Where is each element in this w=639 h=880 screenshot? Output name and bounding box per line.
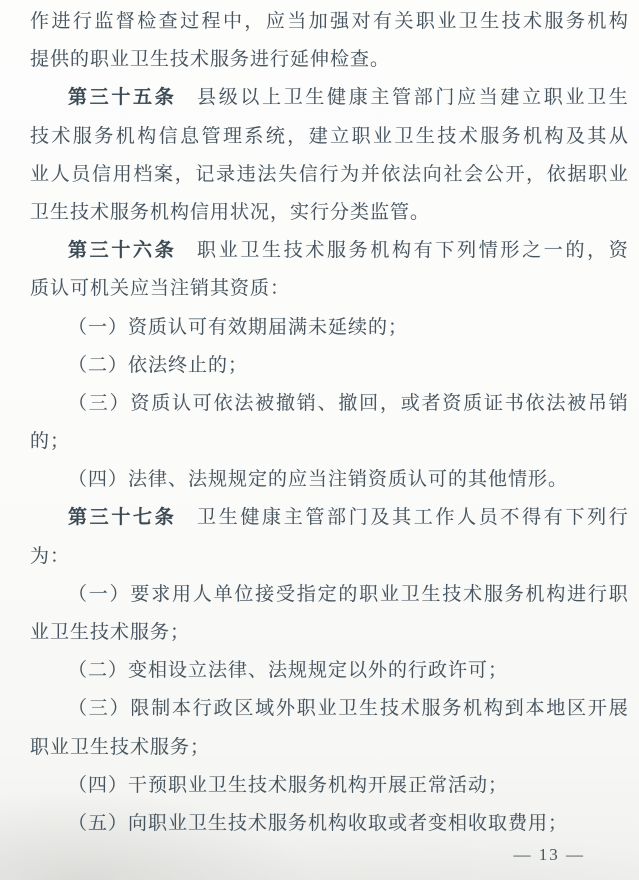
text-line: （四）法律、法规规定的应当注销资质认可的其他情形。 bbox=[68, 469, 569, 491]
text-line: 质认可机关应当注销其资质： bbox=[30, 278, 291, 300]
text-line: （ 一 ） 要 求 用 人 单 位 接 受 指 定 的 职 业 卫 生 技 术 服 务 机 构 进 行 职 bbox=[68, 583, 628, 605]
text-line: 作 进 行 监 督 检 查 过 程 中 ， 应 当 加 强 对 有 关 职 业 卫 生 技 术 服 务 机 构 bbox=[30, 11, 628, 32]
text-line: 业卫生技术服务； bbox=[30, 622, 191, 643]
text-line: （ 三 ） 资 质 认 可 依 法 被 撤 销 、 撤 回 ， 或 者 资 质 证 书 依 法 被 吊 销 bbox=[68, 392, 628, 414]
text-line: 第 三 十 七 条 卫 生 健 康 主 管 部 门 及 其 工 作 人 员 不 得 有 下 列 行 bbox=[30, 499, 628, 537]
text-line: 技 术 服 务 机 构 信 息 管 理 系 统 ， 建 立 职 业 卫 生 技 术 服 务 机 构 及 其 从 bbox=[30, 125, 628, 147]
text-line: 第 三 十 六 条 职 业 卫 生 技 术 服 务 机 构 有 下 列 情 形 之 一 的 ， 资 bbox=[30, 232, 628, 270]
text-line: （五）向职业卫生技术服务机构收取或者变相收取费用； bbox=[68, 812, 569, 834]
text-line: （ 三 ） 限 制 本 行 政 区 域 外 职 业 卫 生 技 术 服 务 机 构 到 本 地 区 开 展 bbox=[68, 698, 628, 720]
text-line: （二）依法终止的； bbox=[68, 354, 249, 376]
text-line: 第 三 十 五 条 县 级 以 上 卫 生 健 康 主 管 部 门 应 当 建 立 职 业 卫 生 bbox=[30, 79, 628, 117]
text-line: 为： bbox=[30, 545, 71, 567]
text-line: 提供的职业卫生技术服务进行延伸检查。 bbox=[30, 49, 391, 71]
text-line: （四）干预职业卫生技术服务机构开展正常活动； bbox=[68, 774, 509, 796]
article-title-gap bbox=[176, 499, 194, 537]
document-lines bbox=[30, 3, 628, 843]
text-line: 职业卫生技术服务； bbox=[30, 736, 211, 758]
article-title-gap bbox=[176, 79, 194, 117]
text-line: （一）资质认可有效期届满未延续的； bbox=[68, 316, 409, 338]
text-line: 卫生技术服务机构信用状况，实行分类监管。 bbox=[30, 201, 431, 223]
article-title-gap bbox=[176, 232, 194, 270]
page-number: — 13 — bbox=[513, 845, 585, 864]
text-line: 的； bbox=[30, 431, 71, 453]
text-line: （二）变相设立法律、法规规定以外的行政许可； bbox=[68, 660, 509, 682]
text-line: 业 人 员 信 用 档 案 ， 记 录 违 法 失 信 行 为 并 依 法 向 社 会 公 开 ， 依 据 职 业 bbox=[30, 163, 628, 185]
